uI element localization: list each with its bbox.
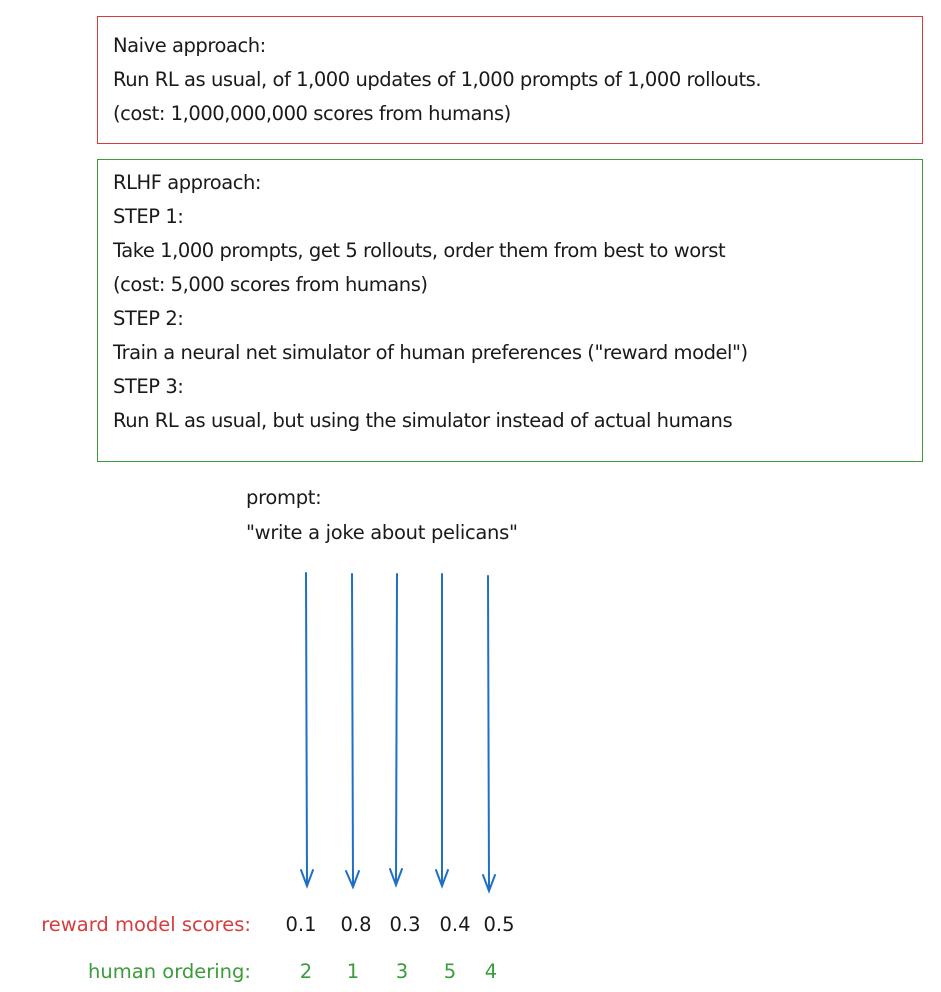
naive-line-description: Run RL as usual, of 1,000 updates of 1,000 prompts of 1,000 rollouts. (113, 68, 762, 91)
rlhf-line-step2-desc: Train a neural net simulator of human preferences ("reward model") (113, 341, 748, 364)
rollout-arrow-5 (483, 576, 495, 891)
rank-rollout-1: 2 (299, 960, 313, 983)
rank-rollout-5: 4 (484, 960, 498, 983)
rollout-arrow-2 (346, 574, 359, 887)
reward-model-scores-label: reward model scores: (41, 913, 251, 936)
rollout-arrow-4 (436, 574, 448, 886)
rank-rollout-4: 5 (443, 960, 457, 983)
prompt-label: prompt: (246, 486, 322, 509)
rlhf-line-step2: STEP 2: (113, 307, 184, 330)
rlhf-line-step1-cost: (cost: 5,000 scores from humans) (113, 273, 428, 296)
score-rollout-4: 0.4 (439, 913, 471, 936)
rollout-arrow-3 (390, 574, 402, 885)
rlhf-line-step3-desc: Run RL as usual, but using the simulator instead of actual humans (113, 409, 733, 432)
rlhf-line-title: RLHF approach: (113, 171, 262, 194)
rlhf-line-step1: STEP 1: (113, 205, 184, 228)
score-rollout-5: 0.5 (483, 913, 515, 936)
rollout-arrow-1 (301, 573, 313, 886)
rank-rollout-3: 3 (395, 960, 409, 983)
rlhf-line-step3: STEP 3: (113, 375, 184, 398)
rank-rollout-2: 1 (346, 960, 360, 983)
score-rollout-2: 0.8 (340, 913, 372, 936)
rlhf-line-step1-desc: Take 1,000 prompts, get 5 rollouts, order them from best to worst (113, 239, 726, 262)
human-ordering-label: human ordering: (88, 960, 251, 983)
naive-line-title: Naive approach: (113, 34, 266, 57)
prompt-text: "write a joke about pelicans" (246, 521, 518, 544)
score-rollout-1: 0.1 (285, 913, 317, 936)
score-rollout-3: 0.3 (389, 913, 421, 936)
naive-line-cost: (cost: 1,000,000,000 scores from humans) (113, 102, 511, 125)
